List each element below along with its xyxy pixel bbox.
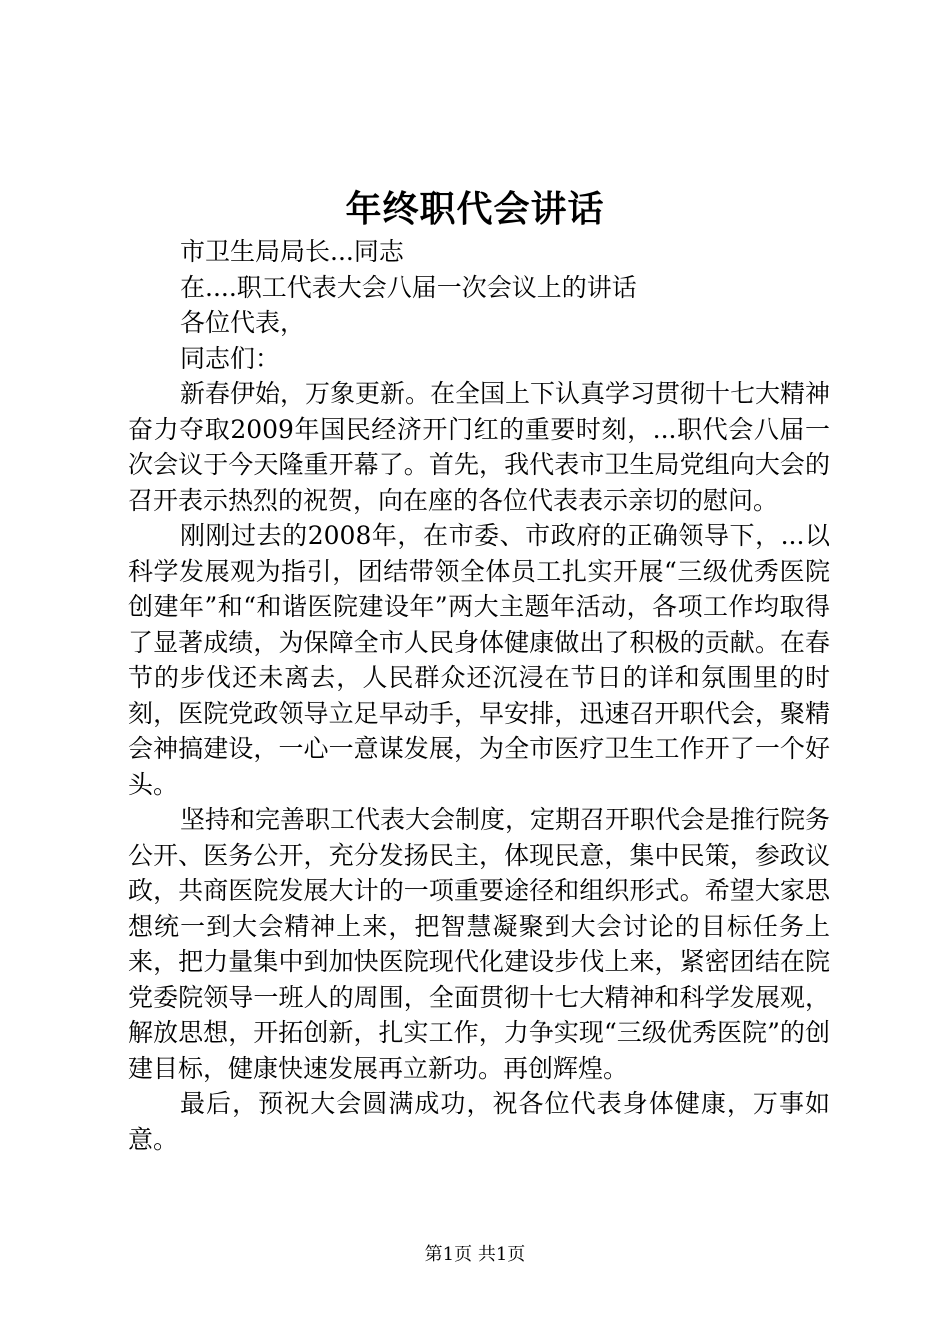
- document-title: 年终职代会讲话: [345, 188, 605, 230]
- occasion-line: 在....职工代表大会八届一次会议上的讲话: [180, 272, 637, 302]
- paragraph: 最后，预祝大会圆满成功，祝各位代表身体健康，万事如意。: [128, 1089, 830, 1154]
- paragraph: 新春伊始，万象更新。在全国上下认真学习贯彻十七大精神奋力夺取2009年国民经济开门红的重要时刻，...职代会八届一次会议于今天隆重开幕了。首先，我代表市卫生局党组向大会的召开表示热烈的祝贺，向在座的各位代表表示亲切的慰问。: [128, 379, 831, 515]
- page-number-footer: 第1页 共1页: [424, 1244, 526, 1265]
- document-body: [128, 234, 830, 1157]
- paragraph: 刚刚过去的2008年，在市委、市政府的正确领导下，...以科学发展观为指引，团结带领全体员工扎实开展“三级优秀医院创建年”和“和谐医院建设年”两大主题年活动，各项工作均取得了显著成绩，为保障全市人民身体健康做出了积极的贡献。在春节的步伐还未离去，人民群众还沉浸在节日的详和氛围里的时刻，医院党政领导立足早动手，早安排，迅速召开职代会，聚精会神搞建设，一心一意谋发展，为全市医疗卫生工作开了一个好头。: [128, 521, 830, 799]
- speaker-line: 市卫生局局长...同志: [180, 237, 404, 266]
- salutation-line: 同志们：: [180, 343, 281, 373]
- paragraph: 坚持和完善职工代表大会制度，定期召开职代会是推行院务公开、医务公开，充分发扬民主，体现民意，集中民策，参政议政，共商医院发展大计的一项重要途径和组织形式。希望大家思想统一到大会精神上来，把智慧凝聚到大会讨论的目标任务上来，把力量集中到加快医院现代化建设步伐上来，紧密团结在院党委院领导一班人的周围，全面贯彻十七大精神和科学发展观，解放思想，开拓创新，扎实工作，力争实现“三级优秀医院”的创建目标，健康快速发展再立新功。再创辉煌。: [128, 805, 831, 1083]
- salutation-line: 各位代表，: [180, 308, 306, 337]
